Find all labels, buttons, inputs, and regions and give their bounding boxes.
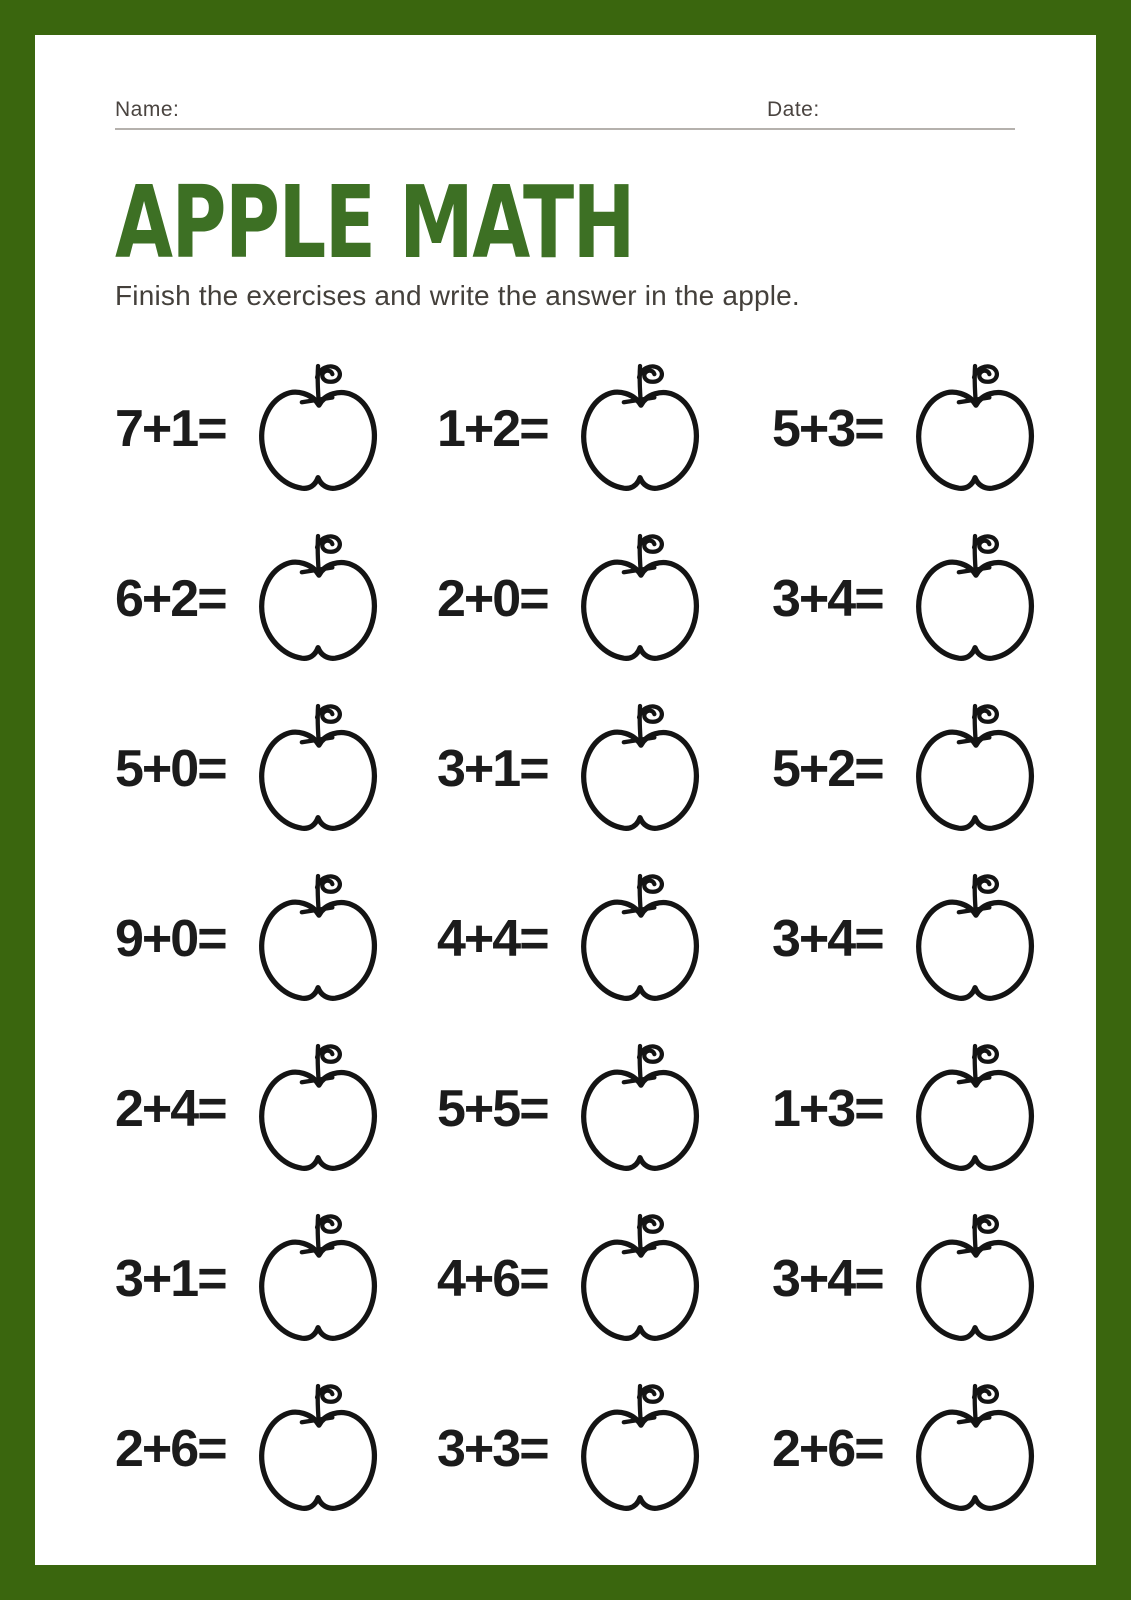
exercise-cell <box>437 1040 772 1178</box>
apple-outline-icon[interactable] <box>913 870 1039 1008</box>
apple-outline-icon[interactable] <box>256 360 382 498</box>
apple-leaf <box>639 1386 662 1401</box>
apple-outline-icon[interactable] <box>256 1380 382 1518</box>
page-title: APPLE MATH <box>115 164 634 281</box>
exercise-label: 4+6= <box>437 1250 548 1308</box>
exercise-cell <box>115 1210 437 1348</box>
exercise-label: 5+3= <box>772 400 883 458</box>
page-subtitle: Finish the exercises and write the answer in the apple. <box>115 280 800 311</box>
exercise-label: 3+4= <box>772 570 883 628</box>
apple-body <box>261 1242 374 1338</box>
exercise-cell <box>772 1380 1060 1518</box>
exercise-cell <box>437 1380 772 1518</box>
apple-body <box>261 902 374 998</box>
name-label: Name: <box>115 98 180 121</box>
apple-body <box>583 1242 696 1338</box>
exercise-cell <box>115 360 437 498</box>
exercise-cell <box>115 700 437 838</box>
exercise-label: 3+3= <box>437 1420 548 1478</box>
exercise-cell <box>437 530 772 668</box>
exercise-label: 3+4= <box>772 910 883 968</box>
exercise-cell <box>772 530 1060 668</box>
apple-leaf <box>317 536 340 551</box>
apple-outline-icon[interactable] <box>256 530 382 668</box>
apple-outline-icon[interactable] <box>913 1380 1039 1518</box>
apple-body <box>583 562 696 658</box>
apple-leaf <box>639 1216 662 1231</box>
exercise-label: 3+1= <box>437 740 548 798</box>
exercise-label: 4+4= <box>437 910 548 968</box>
exercise-cell <box>437 700 772 838</box>
apple-outline-icon[interactable] <box>578 1210 704 1348</box>
exercise-cell <box>437 360 772 498</box>
apple-body <box>918 1072 1031 1168</box>
apple-outline-icon[interactable] <box>578 360 704 498</box>
apple-leaf <box>974 1216 997 1231</box>
apple-leaf <box>317 1046 340 1061</box>
exercise-label: 2+6= <box>115 1420 226 1478</box>
apple-leaf <box>317 366 340 381</box>
apple-body <box>261 562 374 658</box>
apple-body <box>583 1412 696 1508</box>
apple-body <box>261 392 374 488</box>
exercise-cell <box>115 1040 437 1178</box>
exercise-cell <box>115 530 437 668</box>
apple-leaf <box>639 366 662 381</box>
apple-body <box>583 902 696 998</box>
exercise-label: 5+2= <box>772 740 883 798</box>
exercise-label: 1+3= <box>772 1080 883 1138</box>
apple-leaf <box>317 1386 340 1401</box>
exercise-label: 2+6= <box>772 1420 883 1478</box>
apple-body <box>918 562 1031 658</box>
apple-body <box>261 1412 374 1508</box>
apple-outline-icon[interactable] <box>256 700 382 838</box>
apple-body <box>918 1242 1031 1338</box>
apple-outline-icon[interactable] <box>578 700 704 838</box>
exercise-cell <box>437 870 772 1008</box>
apple-leaf <box>974 1046 997 1061</box>
apple-leaf <box>639 1046 662 1061</box>
apple-leaf <box>974 366 997 381</box>
apple-outline-icon[interactable] <box>578 1040 704 1178</box>
apple-body <box>583 732 696 828</box>
date-label: Date: <box>767 98 820 121</box>
header-fields <box>115 98 1015 130</box>
exercise-label: 9+0= <box>115 910 226 968</box>
apple-leaf <box>639 706 662 721</box>
apple-outline-icon[interactable] <box>256 1040 382 1178</box>
exercise-cell <box>772 870 1060 1008</box>
apple-outline-icon[interactable] <box>913 360 1039 498</box>
apple-leaf <box>974 876 997 891</box>
exercise-label: 3+1= <box>115 1250 226 1308</box>
apple-outline-icon[interactable] <box>256 1210 382 1348</box>
exercise-label: 5+5= <box>437 1080 548 1138</box>
exercise-cell <box>772 1210 1060 1348</box>
apple-body <box>918 732 1031 828</box>
apple-leaf <box>639 536 662 551</box>
apple-outline-icon[interactable] <box>913 1040 1039 1178</box>
apple-outline-icon[interactable] <box>256 870 382 1008</box>
exercise-cell <box>437 1210 772 1348</box>
apple-leaf <box>317 706 340 721</box>
apple-body <box>918 392 1031 488</box>
exercise-cell <box>115 1380 437 1518</box>
apple-outline-icon[interactable] <box>913 1210 1039 1348</box>
apple-body <box>583 392 696 488</box>
apple-body <box>918 902 1031 998</box>
exercise-label: 3+4= <box>772 1250 883 1308</box>
exercise-cell <box>115 870 437 1008</box>
exercise-cell <box>772 1040 1060 1178</box>
apple-leaf <box>317 876 340 891</box>
apple-body <box>261 732 374 828</box>
apple-leaf <box>974 706 997 721</box>
apple-outline-icon[interactable] <box>578 1380 704 1518</box>
apple-leaf <box>639 876 662 891</box>
exercise-label: 1+2= <box>437 400 548 458</box>
apple-body <box>918 1412 1031 1508</box>
apple-outline-icon[interactable] <box>913 700 1039 838</box>
exercise-label: 2+4= <box>115 1080 226 1138</box>
apple-outline-icon[interactable] <box>913 530 1039 668</box>
apple-leaf <box>974 1386 997 1401</box>
exercise-label: 2+0= <box>437 570 548 628</box>
exercise-label: 7+1= <box>115 400 226 458</box>
apple-body <box>261 1072 374 1168</box>
exercise-cell <box>772 700 1060 838</box>
exercise-label: 6+2= <box>115 570 226 628</box>
apple-leaf <box>974 536 997 551</box>
exercise-cell <box>772 360 1060 498</box>
exercise-grid <box>115 344 1060 1534</box>
apple-outline-icon[interactable] <box>578 530 704 668</box>
exercise-label: 5+0= <box>115 740 226 798</box>
apple-leaf <box>317 1216 340 1231</box>
apple-body <box>583 1072 696 1168</box>
apple-outline-icon[interactable] <box>578 870 704 1008</box>
